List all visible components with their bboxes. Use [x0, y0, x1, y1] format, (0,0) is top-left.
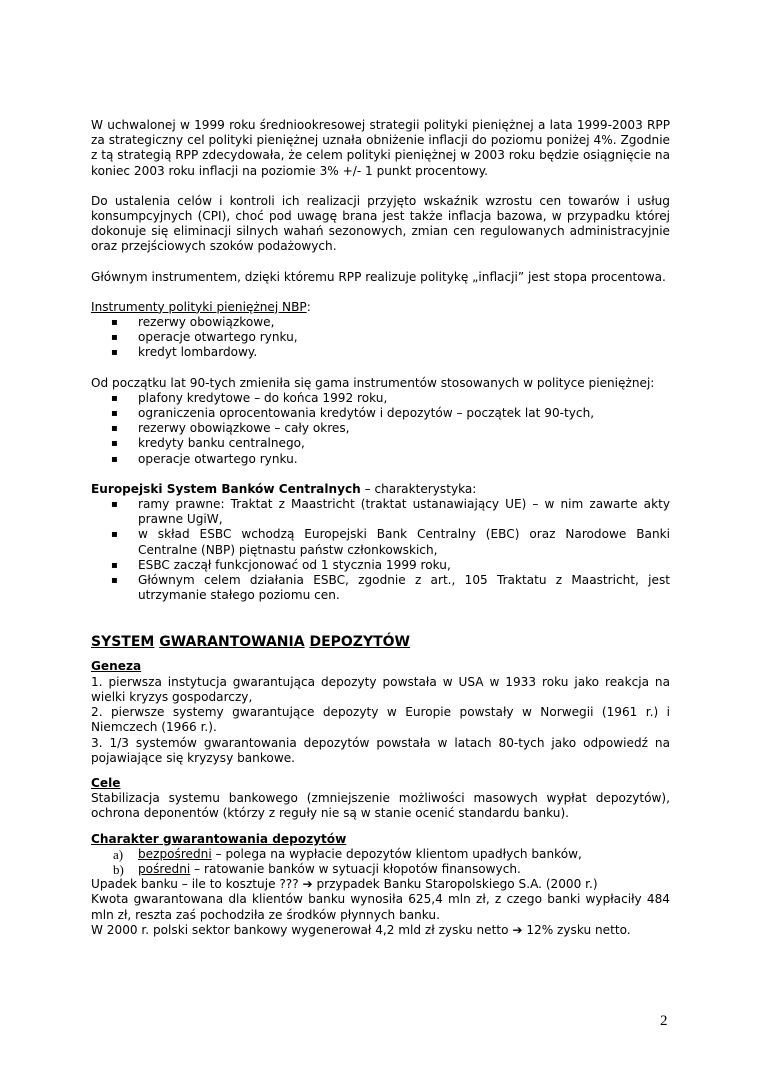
- list-text: – polega na wypłacie depozytów klientom upadłych banków,: [211, 846, 582, 861]
- intro-paragraph-1: W uchwalonej w 1999 roku średniookresowej strategii polityki pieniężnej a lata 1999-2003 RPP za strategiczny cel polityki pieniężnej uznała obniżenie inflacji do poziomu poniżej 4%. Zgodnie z tą strategią RPP zdecydowała, że celem polityki pieniężnej w 2003 roku będzie osiągnięcie na koniec 2003 roku inflacji na poziomie 3% +/- 1 punkt procentowy.: [91, 118, 670, 178]
- list-item: ▪ kredyty banku centralnego,: [138, 436, 670, 451]
- list-text: – ratowanie banków w sytuacji kłopotów finansowych.: [190, 861, 521, 876]
- list-term: bezpośredni: [138, 846, 212, 861]
- list-item: ▪ operacje otwartego rynku.: [138, 452, 670, 467]
- arrow-right-icon: ➔: [302, 877, 313, 892]
- arrow-right-icon: ➔: [512, 922, 523, 937]
- charakter-list: [91, 847, 670, 877]
- list-marker: a): [113, 846, 124, 862]
- list-item: ▪ plafony kredytowe – do końca 1992 roku,: [138, 391, 670, 406]
- kwota-line: Kwota gwarantowana dla klientów banku wynosiła 625,4 mln zł, z czego banki wypłaciły 484 mln zł, reszta zaś pochodziła ze środków płynnych banku.: [91, 892, 670, 922]
- instruments-heading: [91, 300, 670, 315]
- list-item: ▪ ESBC zaczął funkcjonować od 1 stycznia 1999 roku,: [138, 558, 670, 573]
- section-title-word: GWARANTOWANIA: [159, 634, 305, 651]
- zysk-line: [91, 923, 670, 938]
- list-term: pośredni: [138, 861, 191, 876]
- list-marker: b): [113, 861, 124, 877]
- since90-list: [91, 391, 670, 467]
- page-number: 2: [660, 1013, 668, 1029]
- upadek-text-2: przypadek Banku Staropolskiego S.A. (2000 r.): [312, 877, 598, 892]
- cele-text: Stabilizacja systemu bankowego (zmniejszenie możliwości masowych wypłat depozytów), ochrona deponentów (którzy z reguły nie są w stanie ocenić standardu banku).: [91, 791, 670, 821]
- list-item: [113, 846, 670, 862]
- cele-heading: Cele: [91, 775, 121, 790]
- intro-paragraph-3: Głównym instrumentem, dzięki któremu RPP realizuje politykę „inflacji” jest stopa procentowa.: [91, 269, 666, 284]
- esbc-heading: [91, 482, 670, 497]
- list-item: ▪ rezerwy obowiązkowe,: [138, 315, 670, 330]
- geneza-line: 1. pierwsza instytucja gwarantująca depozyty powstała w USA w 1933 roku jako reakcja na wielki kryzys gospodarczy,: [91, 674, 670, 704]
- intro-paragraph-2: Do ustalenia celów i kontroli ich realizacji przyjęto wskaźnik wzrostu cen towarów i usług konsumpcyjnych (CPI), choć pod uwagę brana jest także inflacja bazowa, w przypadku której dokonuje się eliminacji silnych wahań sezonowych, zmian cen regulowanych administracyjnie oraz przejściowych szoków podażowych.: [91, 193, 670, 254]
- list-item: ▪ Głównym celem działania ESBC, zgodnie z art., 105 Traktatu z Maastricht, jest utrzymanie stałego poziomu cen.: [138, 573, 670, 603]
- zysk-text-2: 12% zysku netto.: [522, 922, 631, 937]
- charakter-heading: Charakter gwarantowania depozytów: [91, 831, 347, 846]
- section-title-word: SYSTEM: [91, 634, 155, 651]
- list-item: ▪ ramy prawne: Traktat z Maastricht (traktat ustanawiający UE) – w nim zawarte akty prawne UgiW,: [138, 497, 670, 527]
- esbc-list: [91, 497, 670, 603]
- instruments-heading-text: Instrumenty polityki pieniężnej NBP: [91, 299, 307, 314]
- document-page: [91, 118, 670, 938]
- list-item: ▪ operacje otwartego rynku,: [138, 330, 670, 345]
- list-item: [113, 861, 670, 877]
- since90-intro: Od początku lat 90-tych zmieniła się gama instrumentów stosowanych w polityce pieniężnej:: [91, 375, 655, 390]
- instruments-heading-colon: :: [306, 299, 311, 314]
- geneza-line: 2. pierwsze systemy gwarantujące depozyty w Europie powstały w Norwegii (1961 r.) i Niemczech (1966 r.).: [91, 705, 670, 735]
- geneza-line: 3. 1/3 systemów gwarantowania depozytów powstała w latach 80-tych jako odpowiedź na pojawiające się kryzysy bankowe.: [91, 735, 670, 765]
- list-item: ▪ ograniczenia oprocentowania kredytów i depozytów – początek lat 90-tych,: [138, 406, 670, 421]
- section-title-word: DEPOZYTÓW: [309, 634, 410, 651]
- esbc-title-rest: – charakterystyka:: [360, 481, 477, 496]
- list-item: ▪ w skład ESBC wchodzą Europejski Bank Centralny (EBC) oraz Narodowe Banki Centralne (NBP) piętnastu państw członkowskich,: [138, 527, 670, 557]
- upadek-line: [91, 877, 670, 892]
- instruments-list: [91, 315, 670, 361]
- zysk-text: W 2000 r. polski sektor bankowy wygenerował 4,2 mld zł zysku netto: [91, 922, 513, 937]
- geneza-heading: Geneza: [91, 659, 142, 674]
- esbc-title: Europejski System Banków Centralnych: [91, 481, 361, 496]
- section-title: [91, 633, 670, 651]
- list-item: ▪ kredyt lombardowy.: [138, 345, 670, 360]
- list-item: ▪ rezerwy obowiązkowe – cały okres,: [138, 421, 670, 436]
- upadek-text: Upadek banku – ile to kosztuje ???: [91, 877, 303, 892]
